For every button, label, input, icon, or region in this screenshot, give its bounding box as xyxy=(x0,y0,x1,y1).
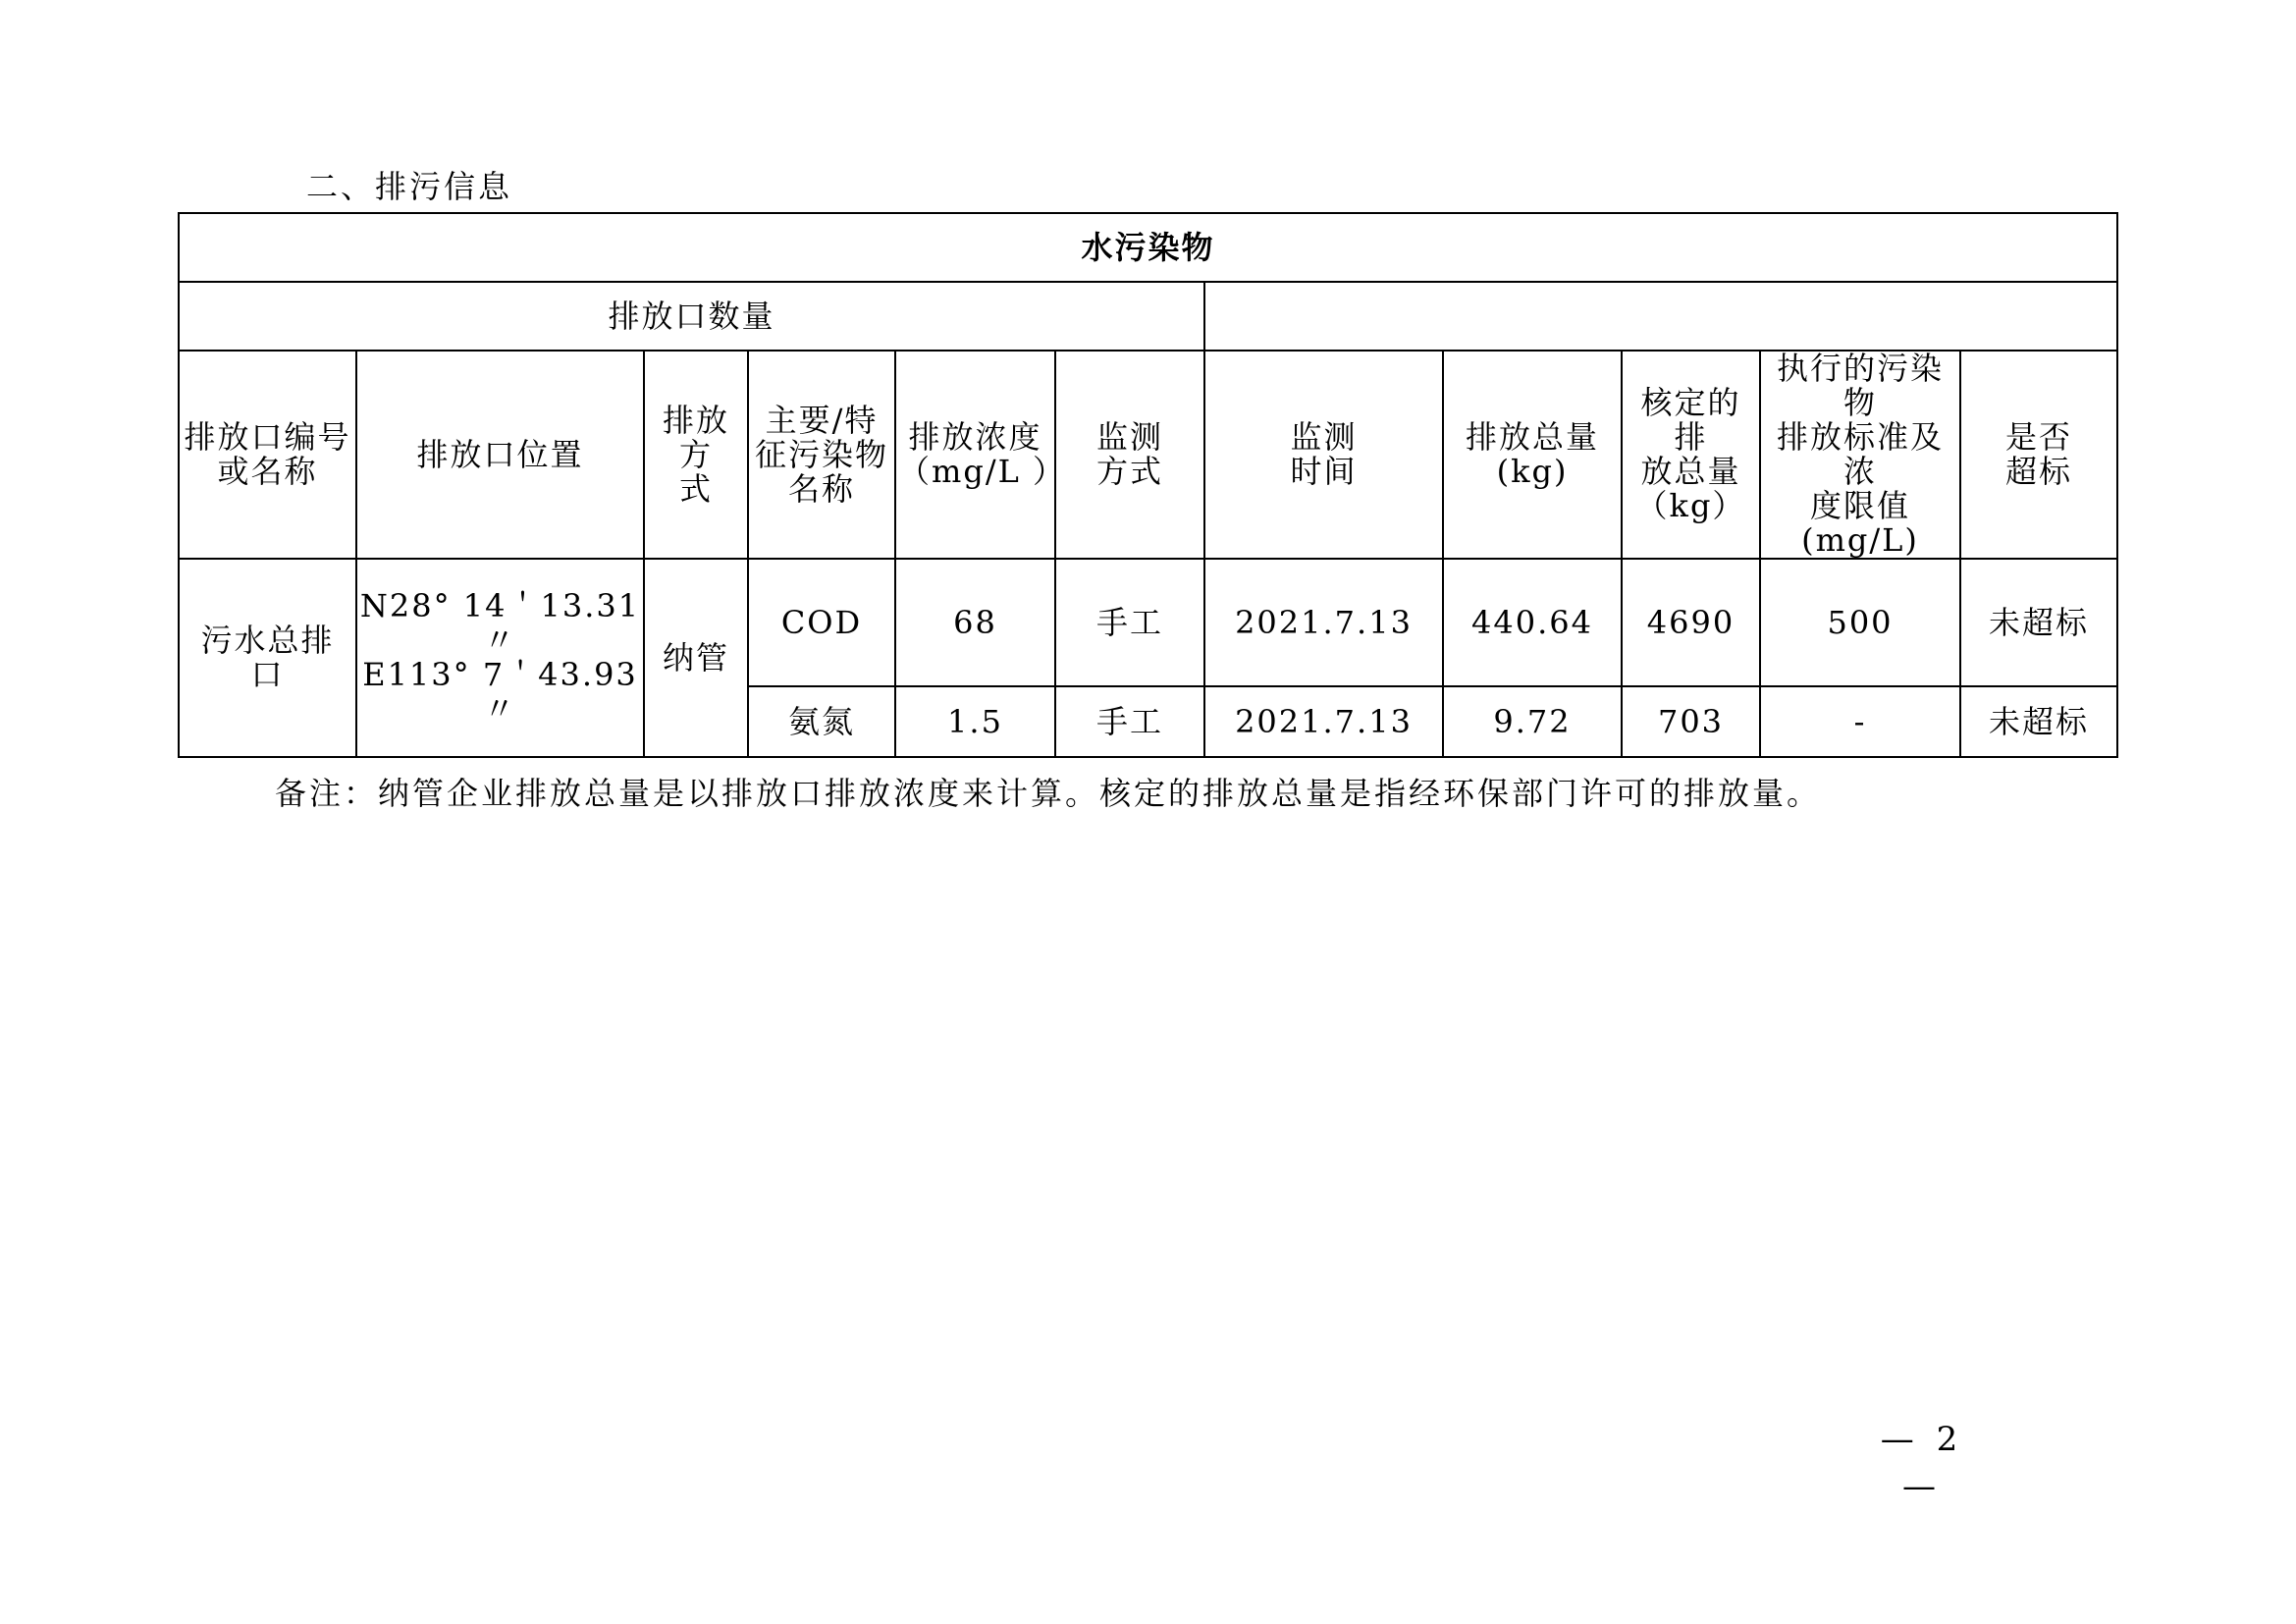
header-approved-total: 核定的排 放总量 （kg） xyxy=(1622,351,1760,559)
pollutant-name: COD xyxy=(748,559,895,686)
table-row xyxy=(179,559,2117,686)
concentration-value: 1.5 xyxy=(895,686,1055,757)
approved-total: 4690 xyxy=(1622,559,1760,686)
standard-limit: 500 xyxy=(1760,559,1960,686)
standard-limit: - xyxy=(1760,686,1960,757)
total-discharge: 9.72 xyxy=(1443,686,1622,757)
section-heading: 二、排污信息 xyxy=(306,168,513,205)
approved-total: 703 xyxy=(1622,686,1760,757)
monitoring-time: 2021.7.13 xyxy=(1204,686,1443,757)
exceeded-status: 未超标 xyxy=(1960,686,2117,757)
page-number: — 2 — xyxy=(1880,1420,1964,1506)
outlet-location: N28° 14＇13.31〃 E113° 7＇43.93〃 xyxy=(356,559,644,757)
outlet-count-label: 排放口数量 xyxy=(179,282,1204,351)
header-monitoring-time: 监测 时间 xyxy=(1204,351,1443,559)
header-monitoring-method: 监测 方式 xyxy=(1055,351,1204,559)
outlet-discharge-method: 纳管 xyxy=(644,559,748,757)
water-pollutant-table xyxy=(178,212,2118,758)
outlet-count-value xyxy=(1204,282,2117,351)
table-header-row xyxy=(179,351,2117,559)
monitoring-time: 2021.7.13 xyxy=(1204,559,1443,686)
header-outlet-id: 排放口编号 或名称 xyxy=(179,351,356,559)
outlet-count-row xyxy=(179,282,2117,351)
exceeded-status: 未超标 xyxy=(1960,559,2117,686)
header-outlet-location: 排放口位置 xyxy=(356,351,644,559)
concentration-value: 68 xyxy=(895,559,1055,686)
pollutant-name: 氨氮 xyxy=(748,686,895,757)
table-title: 水污染物 xyxy=(179,213,2117,282)
monitoring-method: 手工 xyxy=(1055,686,1204,757)
outlet-name: 污水总排 口 xyxy=(179,559,356,757)
header-concentration: 排放浓度 （mg/L ） xyxy=(895,351,1055,559)
total-discharge: 440.64 xyxy=(1443,559,1622,686)
table-title-row xyxy=(179,213,2117,282)
header-pollutant-name: 主要/特 征污染物 名称 xyxy=(748,351,895,559)
monitoring-method: 手工 xyxy=(1055,559,1204,686)
header-total-discharge: 排放总量 (kg) xyxy=(1443,351,1622,559)
header-discharge-method: 排放方 式 xyxy=(644,351,748,559)
table-note: 备注：纳管企业排放总量是以排放口排放浓度来计算。核定的排放总量是指经环保部门许可的排放量。 xyxy=(275,775,1822,812)
header-standard-limit: 执行的污染物 排放标准及浓 度限值(mg/L) xyxy=(1760,351,1960,559)
header-exceeded: 是否 超标 xyxy=(1960,351,2117,559)
